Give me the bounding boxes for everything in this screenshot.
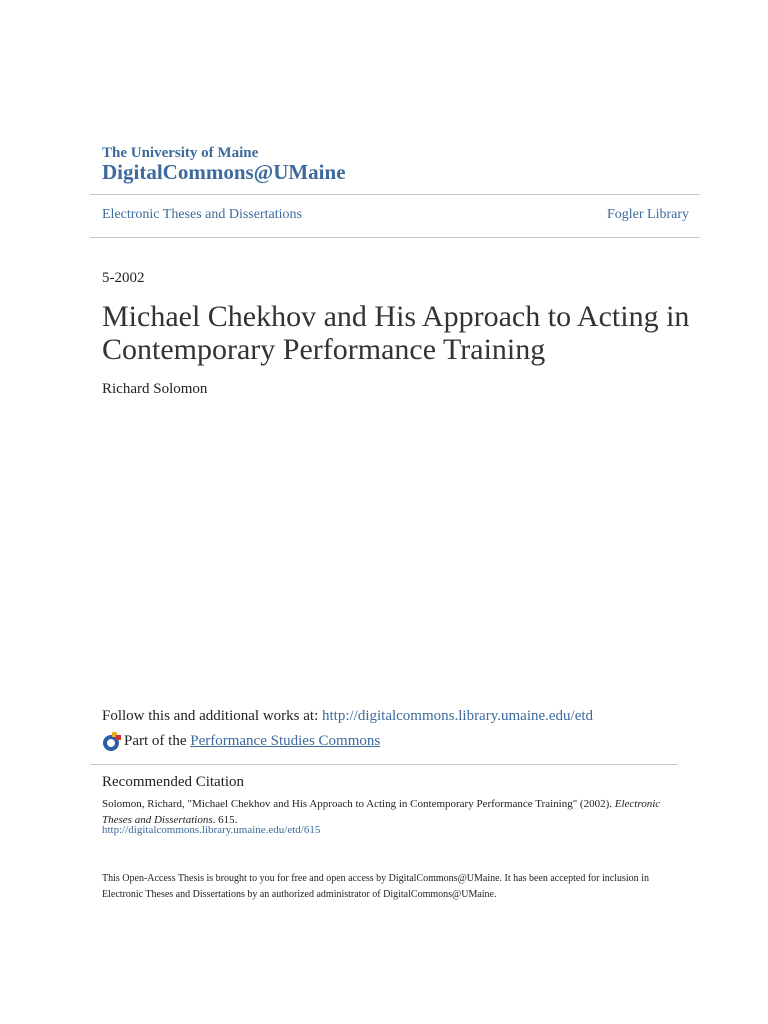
citation-number: . 615. — [212, 814, 238, 826]
citation-url-link[interactable]: http://digitalcommons.library.umaine.edu/etd/615 — [102, 824, 321, 836]
citation-heading: Recommended Citation — [102, 774, 245, 790]
collection-link[interactable]: Electronic Theses and Dissertations — [102, 207, 302, 222]
follow-line — [102, 708, 593, 725]
divider — [90, 237, 700, 238]
publication-date: 5-2002 — [102, 270, 145, 286]
follow-url-link[interactable]: http://digitalcommons.library.umaine.edu/etd — [321, 708, 594, 724]
part-of-line — [102, 731, 380, 751]
bepress-commons-icon — [102, 731, 122, 751]
footer-notice: This Open-Access Thesis is brought to you for free and open access by DigitalCommons@UMaine. It has been accepted for inclusion in Electronic Theses and Dissertations by an authorized administrator of DigitalCommons@UMaine. — [102, 873, 649, 900]
university-name: The University of Maine — [102, 145, 259, 161]
divider — [90, 764, 678, 765]
repository-name[interactable]: DigitalCommons@UMaine — [102, 160, 346, 184]
author: Richard Solomon — [102, 381, 208, 397]
document-title: Michael Chekhov and His Approach to Acting in Contemporary Performance Training — [102, 300, 690, 366]
part-label: Part of the — [124, 732, 187, 749]
library-link[interactable]: Fogler Library — [606, 207, 689, 222]
citation-body: Solomon, Richard, "Michael Chekhov and His Approach to Acting in Contemporary Performance Training" (2002). — [102, 798, 613, 810]
citation-series: Electronic Theses and Dissertations — [102, 798, 661, 826]
divider — [90, 194, 700, 195]
follow-label: Follow this and additional works at: — [102, 708, 319, 724]
commons-link[interactable]: Performance Studies Commons — [190, 732, 381, 749]
